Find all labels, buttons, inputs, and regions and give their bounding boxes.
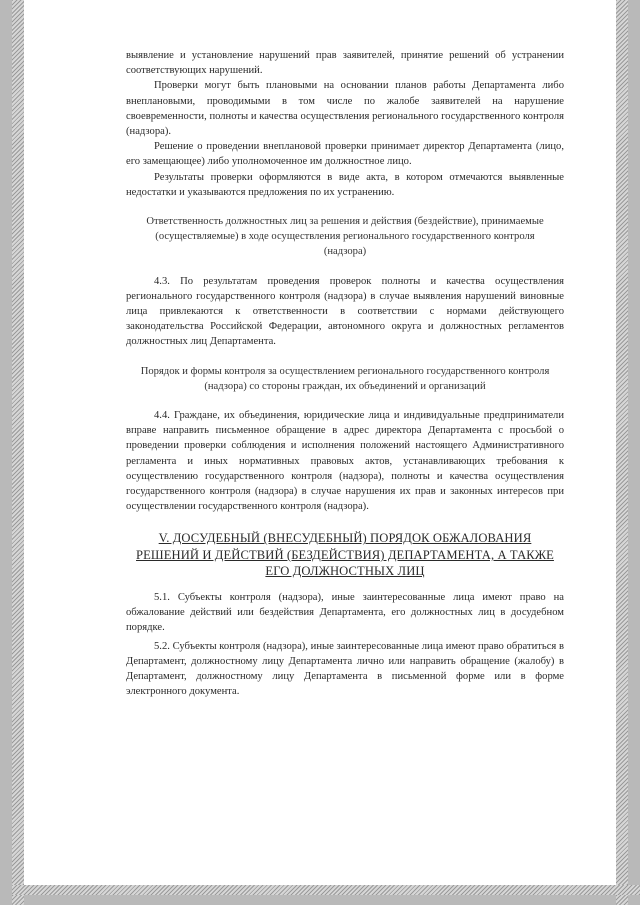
- subheading-responsibility: Ответственность должностных лиц за решения и действия (бездействие), принимаемые (осуществляемые) в ходе осуществления регионального государственного контроля (надзора): [146, 216, 544, 258]
- section-v-title: V. ДОСУДЕБНЫЙ (ВНЕСУДЕБНЫЙ) ПОРЯДОК ОБЖАЛОВАНИЯ РЕШЕНИЙ И ДЕЙСТВИЙ (БЕЗДЕЙСТВИЯ) ДЕПАРТАМЕНТА, А ТАКЖЕ ЕГО ДОЛЖНОСТНЫХ ЛИЦ: [136, 531, 554, 579]
- page-border-bottom: [12, 885, 640, 895]
- page-border-right: [616, 0, 628, 905]
- paragraph-inspections-types: Проверки могут быть плановыми на основании планов работы Департамента либо внеплановыми, проводимыми в том числе по жалобе заявителей на нарушение своевременности, полноты и качества осуществления регионального государственного контроля (надзора).: [126, 80, 564, 138]
- paragraph-5-1: 5.1. Субъекты контроля (надзора), иные заинтересованные лица имеют право на обжалование действий или бездействия Департамента, его должностных лиц в досудебном порядке.: [126, 591, 564, 634]
- paragraph-4-3: 4.3. По результатам проведения проверок полноты и качества осуществления регионального государственного контроля (надзора) в случае выявления нарушений виновные лица привлекаются к ответственности в соответствии с нормами действующего законодательства Российской Федерации, автономного округа и должностных регламентов должностных лиц Департамента.: [126, 275, 564, 348]
- page-border-left: [12, 0, 24, 905]
- paragraph-5-2: 5.2. Субъекты контроля (надзора), иные заинтересованные лица имеют право обратиться в Департамент, должностному лицу Департамента лично или направить обращение (жалобу) в Департамент, должностному лицу Департамента в письменной форме или в форме электронного документа.: [126, 640, 564, 698]
- paragraph-4-4: 4.4. Граждане, их объединения, юридические лица и индивидуальные предприниматели вправе направить письменное обращение в адрес директора Департамента с просьбой о проведении проверки соблюдения и исполнения положений настоящего Административного регламента и иных нормативных правовых актов, устанавливающих требования к осуществлению государственного контроля (надзора), полноты и качества осуществления государственного контроля (надзора) в случае нарушения их прав и законных интересов при осуществлении государственного контроля (надзора).: [126, 410, 564, 513]
- document-body: [126, 48, 564, 699]
- paragraph-continuation: выявление и установление нарушений прав заявителей, принятие решений об устранении соответствующих нарушений.: [126, 50, 564, 77]
- paragraph-unscheduled-decision: Решение о проведении внеплановой проверки принимает директор Департамента (лицо, его замещающее) либо уполномоченное им должностное лицо.: [126, 141, 564, 168]
- paragraph-inspection-results: Результаты проверки оформляются в виде акта, в котором отмечаются выявленные недостатки и указываются предложения по их устранению.: [126, 171, 564, 198]
- subheading-control-forms: Порядок и формы контроля за осуществлением регионального государственного контроля (надзора) со стороны граждан, их объединений и организаций: [140, 365, 550, 392]
